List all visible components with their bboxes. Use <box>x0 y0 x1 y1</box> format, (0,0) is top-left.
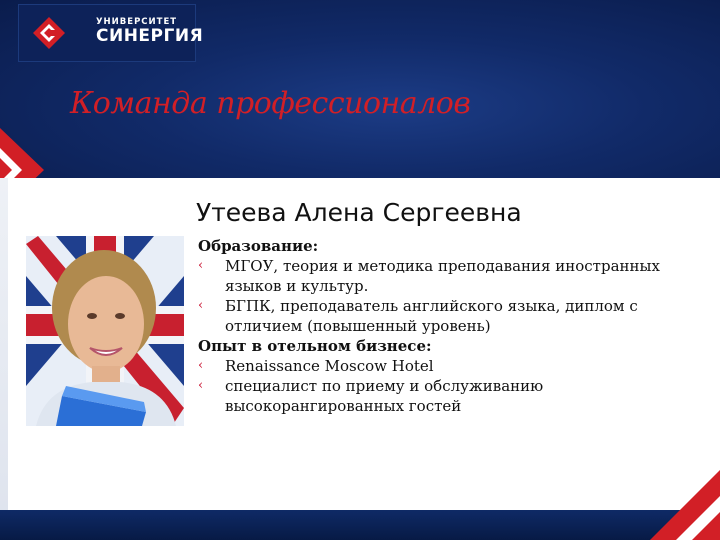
bullet-chevron-icon: ‹ <box>198 358 204 373</box>
brand-logo[interactable] <box>18 4 204 62</box>
bullet-chevron-icon: ‹ <box>198 298 204 313</box>
footer-band <box>0 510 720 540</box>
bullet-chevron-icon: ‹ <box>198 378 204 393</box>
list-item <box>198 256 698 296</box>
brand-line-big: СИНЕРГИЯ <box>96 26 204 46</box>
experience-heading: Опыт в отельном бизнесе: <box>198 337 432 355</box>
list-item <box>198 376 698 416</box>
list-item <box>198 296 698 336</box>
left-side-strip <box>0 178 8 510</box>
list-item <box>198 356 698 376</box>
experience-item-text: специалист по приему и обслуживанию высокорангированных гостей <box>225 377 544 415</box>
education-item-text: БГПК, преподаватель английского языка, диплом с отличием (повышенный уровень) <box>225 297 638 335</box>
corner-chevron-decoration <box>640 470 720 540</box>
education-item-text: МГОУ, теория и методика преподавания иностранных языков и культур. <box>225 257 660 295</box>
slide-title: Команда профессионалов <box>70 86 471 121</box>
experience-item-text: Renaissance Moscow Hotel <box>225 357 434 375</box>
synergy-logo-icon <box>32 16 66 50</box>
portrait-photo <box>26 236 184 426</box>
brand-line-small: УНИВЕРСИТЕТ <box>96 17 178 27</box>
education-heading: Образование: <box>198 237 319 255</box>
bullet-chevron-icon: ‹ <box>198 258 204 273</box>
person-name: Утеева Алена Сергеевна <box>196 198 522 227</box>
bio-section <box>198 236 698 416</box>
